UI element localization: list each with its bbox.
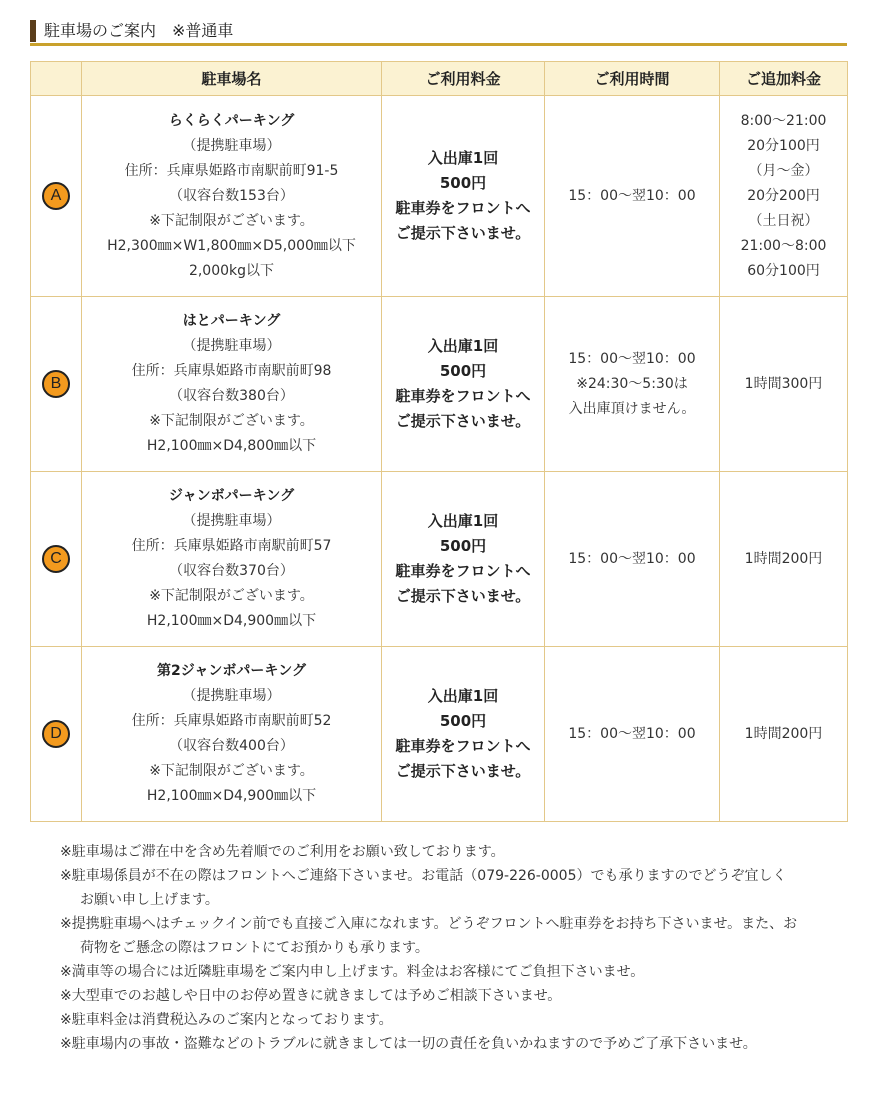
- fee-line: 入出庫1回: [427, 687, 499, 705]
- parking-info-line: ※下記制限がございます。: [149, 212, 314, 229]
- hours-cell: [545, 472, 720, 647]
- header-mark: [31, 62, 82, 96]
- fee-line: 駐車券をフロントへ: [395, 199, 531, 217]
- fee-line: 駐車券をフロントへ: [395, 562, 531, 580]
- fee-line: 500円: [439, 362, 487, 380]
- parking-info-line: （収容台数380台）: [169, 388, 294, 404]
- fee-line: ご提示下さいませ。: [395, 587, 531, 605]
- additional-fee-line: （土日祝）: [748, 212, 819, 229]
- additional-fee-line: 1時間300円: [744, 375, 823, 392]
- parking-name: らくらくパーキング: [168, 112, 295, 129]
- parking-info-line: 住所：兵庫県姫路市南駅前町57: [131, 538, 332, 554]
- hours-line: 15：00～翌10：00: [568, 725, 696, 742]
- additional-fee-cell: [720, 297, 848, 472]
- additional-fee-line: 20分100円: [747, 137, 820, 154]
- parking-info-line: （提携駐車場）: [182, 513, 281, 529]
- parking-info-line: 住所：兵庫県姫路市南駅前町91-5: [124, 162, 339, 179]
- parking-info-line: ※下記制限がございます。: [149, 413, 314, 429]
- parking-info-line: H2,100㎜×D4,900㎜以下: [146, 788, 317, 804]
- parking-info-cell: [82, 96, 382, 297]
- additional-fee-cell: [720, 472, 848, 647]
- parking-marker-icon: A: [42, 182, 70, 210]
- parking-info-line: ※下記制限がございます。: [149, 588, 314, 604]
- parking-info-line: （収容台数400台）: [169, 738, 294, 754]
- header-fee: ご利用料金: [382, 62, 545, 96]
- table-row: [31, 472, 848, 647]
- heading-bar: [30, 20, 36, 42]
- parking-info-line: 住所：兵庫県姫路市南駅前町98: [131, 363, 332, 379]
- parking-marker-icon: B: [42, 370, 70, 398]
- parking-marker-icon: C: [42, 545, 70, 573]
- parking-info-cell: [82, 297, 382, 472]
- parking-info-cell: [82, 472, 382, 647]
- fee-cell: [382, 472, 545, 647]
- additional-fee-line: 20分200円: [747, 187, 820, 204]
- parking-name: はとパーキング: [182, 313, 281, 329]
- fee-cell: [382, 297, 545, 472]
- note-item: ※大型車でのお越しや日中のお停め置きに就きましては予めご相談下さいませ。: [60, 988, 562, 1004]
- row-mark-cell: [31, 647, 82, 822]
- parking-info-cell: [82, 647, 382, 822]
- row-mark-cell: [31, 96, 82, 297]
- fee-line: 入出庫1回: [427, 337, 499, 355]
- parking-table: [30, 61, 848, 822]
- additional-fee-line: 1時間200円: [744, 725, 823, 742]
- table-header-row: [31, 62, 848, 96]
- parking-info-line: H2,300㎜×W1,800㎜×D5,000㎜以下: [107, 237, 356, 254]
- note-item: ※駐車料金は消費税込みのご案内となっております。: [60, 1012, 393, 1028]
- parking-info-line: （提携駐車場）: [182, 137, 281, 154]
- hours-line: 入出庫頂けません。: [568, 400, 696, 417]
- table-row: [31, 297, 848, 472]
- additional-fee-cell: [720, 647, 848, 822]
- notes-list: [60, 840, 800, 1056]
- fee-cell: [382, 647, 545, 822]
- hours-line: 15：00～翌10：00: [568, 187, 696, 204]
- parking-info-line: 2,000kg以下: [188, 262, 275, 279]
- fee-line: ご提示下さいませ。: [395, 224, 531, 242]
- hours-line: 15：00～翌10：00: [568, 550, 696, 567]
- hours-cell: [545, 647, 720, 822]
- note-item: ※駐車場はご滞在中を含め先着順でのご利用をお願い致しております。: [60, 844, 505, 860]
- parking-info-line: （収容台数153台）: [169, 187, 294, 204]
- fee-line: ご提示下さいませ。: [395, 412, 531, 430]
- fee-line: ご提示下さいませ。: [395, 762, 531, 780]
- fee-line: 入出庫1回: [427, 149, 499, 167]
- additional-fee-line: 8:00～21:00: [740, 112, 827, 129]
- fee-line: 500円: [439, 537, 487, 555]
- parking-marker-icon: D: [42, 720, 70, 748]
- note-item: ※満車等の場合には近隣駐車場をご案内申し上げます。料金はお客様にてご負担下さいませ。: [60, 964, 645, 980]
- header-additional-fee: ご追加料金: [720, 62, 848, 96]
- header-parking-name: 駐車場名: [82, 62, 382, 96]
- additional-fee-line: 1時間200円: [744, 550, 823, 567]
- fee-cell: [382, 96, 545, 297]
- fee-line: 500円: [439, 174, 487, 192]
- note-item: ※駐車場係員が不在の際はフロントへご連絡下さいませ。お電話（079-226-0005）でも承りますのでどうぞ宜しくお願い申し上げます。: [60, 868, 787, 908]
- additional-fee-line: （月～金）: [748, 162, 819, 179]
- note-item: ※提携駐車場へはチェックイン前でも直接ご入庫になれます。どうぞフロントへ駐車券をお持ち下さいませ。また、お荷物をご懸念の際はフロントにてお預かりも承ります。: [60, 916, 798, 956]
- fee-line: 駐車券をフロントへ: [395, 737, 531, 755]
- header-hours: ご利用時間: [545, 62, 720, 96]
- parking-info-line: （提携駐車場）: [182, 338, 281, 354]
- parking-info-line: H2,100㎜×D4,800㎜以下: [146, 438, 317, 454]
- parking-name: ジャンボパーキング: [168, 488, 295, 504]
- hours-cell: [545, 96, 720, 297]
- row-mark-cell: [31, 297, 82, 472]
- table-row: [31, 647, 848, 822]
- row-mark-cell: [31, 472, 82, 647]
- fee-line: 入出庫1回: [427, 512, 499, 530]
- table-row: [31, 96, 848, 297]
- parking-info-line: （収容台数370台）: [169, 563, 294, 579]
- page-title: 駐車場のご案内 ※普通車: [44, 21, 234, 40]
- parking-info-line: H2,100㎜×D4,900㎜以下: [146, 613, 317, 629]
- hours-line: ※24:30～5:30は: [576, 375, 688, 392]
- fee-line: 駐車券をフロントへ: [395, 387, 531, 405]
- fee-line: 500円: [439, 712, 487, 730]
- note-item: ※駐車場内の事故・盗難などのトラブルに就きましては一切の責任を負いかねますので予めご了承下さいませ。: [60, 1036, 757, 1052]
- section-heading: [30, 16, 847, 46]
- parking-name: 第2ジャンボパーキング: [156, 663, 307, 679]
- additional-fee-line: 60分100円: [747, 262, 820, 279]
- additional-fee-cell: [720, 96, 848, 297]
- hours-line: 15：00～翌10：00: [568, 350, 696, 367]
- hours-cell: [545, 297, 720, 472]
- additional-fee-line: 21:00～8:00: [740, 237, 827, 254]
- parking-info-line: 住所：兵庫県姫路市南駅前町52: [131, 713, 332, 729]
- parking-info-line: （提携駐車場）: [182, 688, 281, 704]
- parking-info-line: ※下記制限がございます。: [149, 763, 314, 779]
